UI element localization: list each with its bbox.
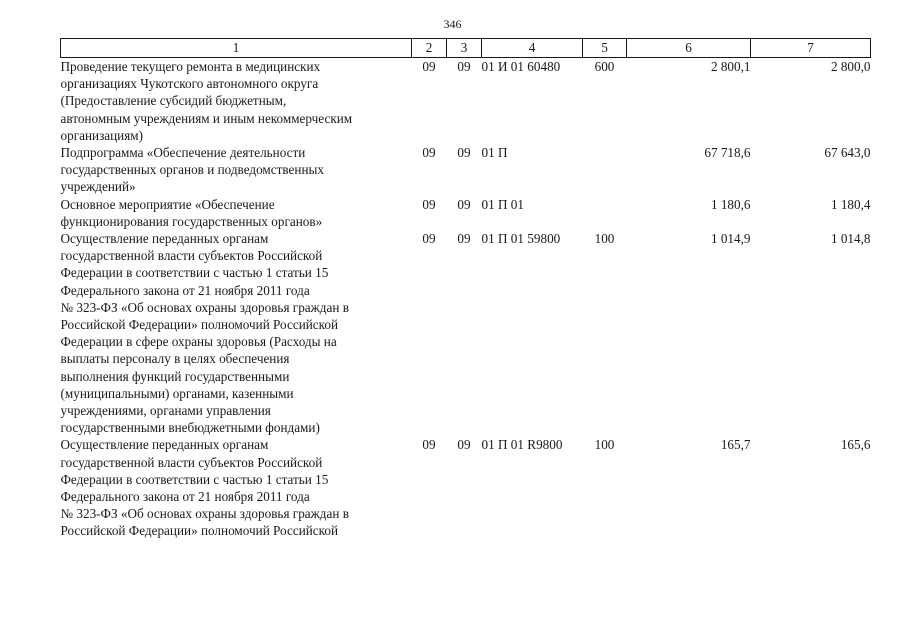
row-name-line: учреждениями, органами управления [60, 403, 271, 419]
row-name-line: Федерации в соответствии с частью 1 статьи 15 [60, 265, 329, 281]
row-expense-type [583, 144, 627, 196]
header-col-5: 5 [583, 39, 627, 58]
row-name-cell [61, 58, 412, 145]
row-name-line: организациях Чукотского автономного округа [60, 76, 319, 92]
row-amount-col6: 1 014,9 [710, 231, 751, 247]
page-number: 346 [443, 17, 462, 31]
row-target-article: 01 П [481, 145, 508, 161]
header-col-4: 4 [482, 39, 583, 58]
header-col-2: 2 [412, 39, 447, 58]
row-name-line: выплаты персоналу в целях обеспечения [60, 351, 290, 367]
row-target-article: 01 П 01 59800 [481, 231, 561, 247]
row-name-cell [61, 144, 412, 196]
row-amount-col7: 1 180,4 [830, 196, 871, 212]
row-name-line: Российской Федерации» полномочий Российской [60, 317, 339, 333]
row-amount-col6: 67 718,6 [704, 145, 751, 161]
table-row [61, 436, 871, 539]
table-header-row [61, 39, 871, 58]
row-section-code: 09 [422, 59, 436, 74]
row-subsection-code: 09 [457, 145, 471, 161]
row-name-line: (муниципальными) органами, казенными [60, 385, 294, 401]
row-name-line: выполнения функций государственными [60, 368, 290, 384]
table-row [61, 58, 871, 145]
row-name-line: № 323-ФЗ «Об основах охраны здоровья граждан в [60, 299, 349, 315]
row-name-line: Проведение текущего ремонта в медицинских [60, 59, 321, 74]
row-amount-col7: 1 014,8 [830, 231, 871, 247]
row-amount-col6: 1 180,6 [710, 196, 751, 212]
row-section-code: 09 [422, 145, 436, 161]
row-name-line: № 323-ФЗ «Об основах охраны здоровья граждан в [60, 506, 349, 522]
row-name-line: государственными внебюджетными фондами) [60, 420, 320, 436]
row-name-line: автономным учреждениям и иным некоммерческим [60, 110, 353, 126]
row-expense-type [583, 196, 627, 230]
row-name-line: (Предоставление субсидий бюджетным, [60, 93, 287, 109]
row-name-cell [61, 436, 412, 539]
row-amount-col7: 2 800,0 [830, 59, 871, 74]
row-subsection-code: 09 [457, 59, 471, 74]
row-section-code: 09 [422, 231, 436, 247]
header-col-6: 6 [627, 39, 751, 58]
row-amount-col7: 67 643,0 [824, 145, 871, 161]
row-name-line: функционирования государственных органов» [60, 213, 323, 229]
row-name-line: государственной власти субъектов Российской [60, 454, 323, 470]
row-subsection-code: 09 [457, 231, 471, 247]
row-subsection-code: 09 [457, 196, 471, 212]
table-row [61, 196, 871, 230]
row-amount-col7: 165,6 [840, 437, 871, 453]
row-expense-type: 100 [594, 231, 615, 247]
row-target-article: 01 П 01 [481, 196, 524, 212]
row-name-line: государственной власти субъектов Российской [60, 248, 323, 264]
table-row [61, 230, 871, 436]
row-name-line: Федерации в соответствии с частью 1 статьи 15 [60, 471, 329, 487]
row-name-cell [61, 196, 412, 230]
row-name-line: Российской Федерации» полномочий Российской [60, 523, 339, 539]
row-target-article: 01 И 01 60480 [481, 59, 561, 74]
row-name-line: учреждений» [60, 179, 136, 195]
row-name-line: Федерального закона от 21 ноября 2011 года [60, 282, 310, 298]
row-name-line: Основное мероприятие «Обеспечение [60, 196, 275, 212]
row-amount-col6: 2 800,1 [710, 59, 751, 74]
row-name-line: государственных органов и подведомственных [60, 162, 324, 178]
row-name-line: Осуществление переданных органам [60, 437, 269, 453]
row-expense-type: 100 [594, 437, 615, 453]
row-amount-col6: 165,7 [720, 437, 751, 453]
row-name-line: Осуществление переданных органам [60, 231, 269, 247]
row-subsection-code: 09 [457, 437, 471, 453]
row-name-line: Подпрограмма «Обеспечение деятельности [60, 145, 306, 161]
row-name-line: Федерации в сфере охраны здоровья (Расходы на [60, 334, 337, 350]
table-row [61, 144, 871, 196]
header-col-7: 7 [751, 39, 871, 58]
row-name-line: организациям) [60, 127, 144, 143]
row-expense-type: 600 [594, 59, 615, 74]
header-col-3: 3 [447, 39, 482, 58]
row-target-article: 01 П 01 R9800 [481, 437, 563, 453]
header-col-1: 1 [61, 39, 412, 58]
row-name-line: Федерального закона от 21 ноября 2011 года [60, 489, 310, 505]
row-section-code: 09 [422, 437, 436, 453]
row-name-cell [61, 230, 412, 436]
row-section-code: 09 [422, 196, 436, 212]
budget-table [60, 38, 871, 540]
